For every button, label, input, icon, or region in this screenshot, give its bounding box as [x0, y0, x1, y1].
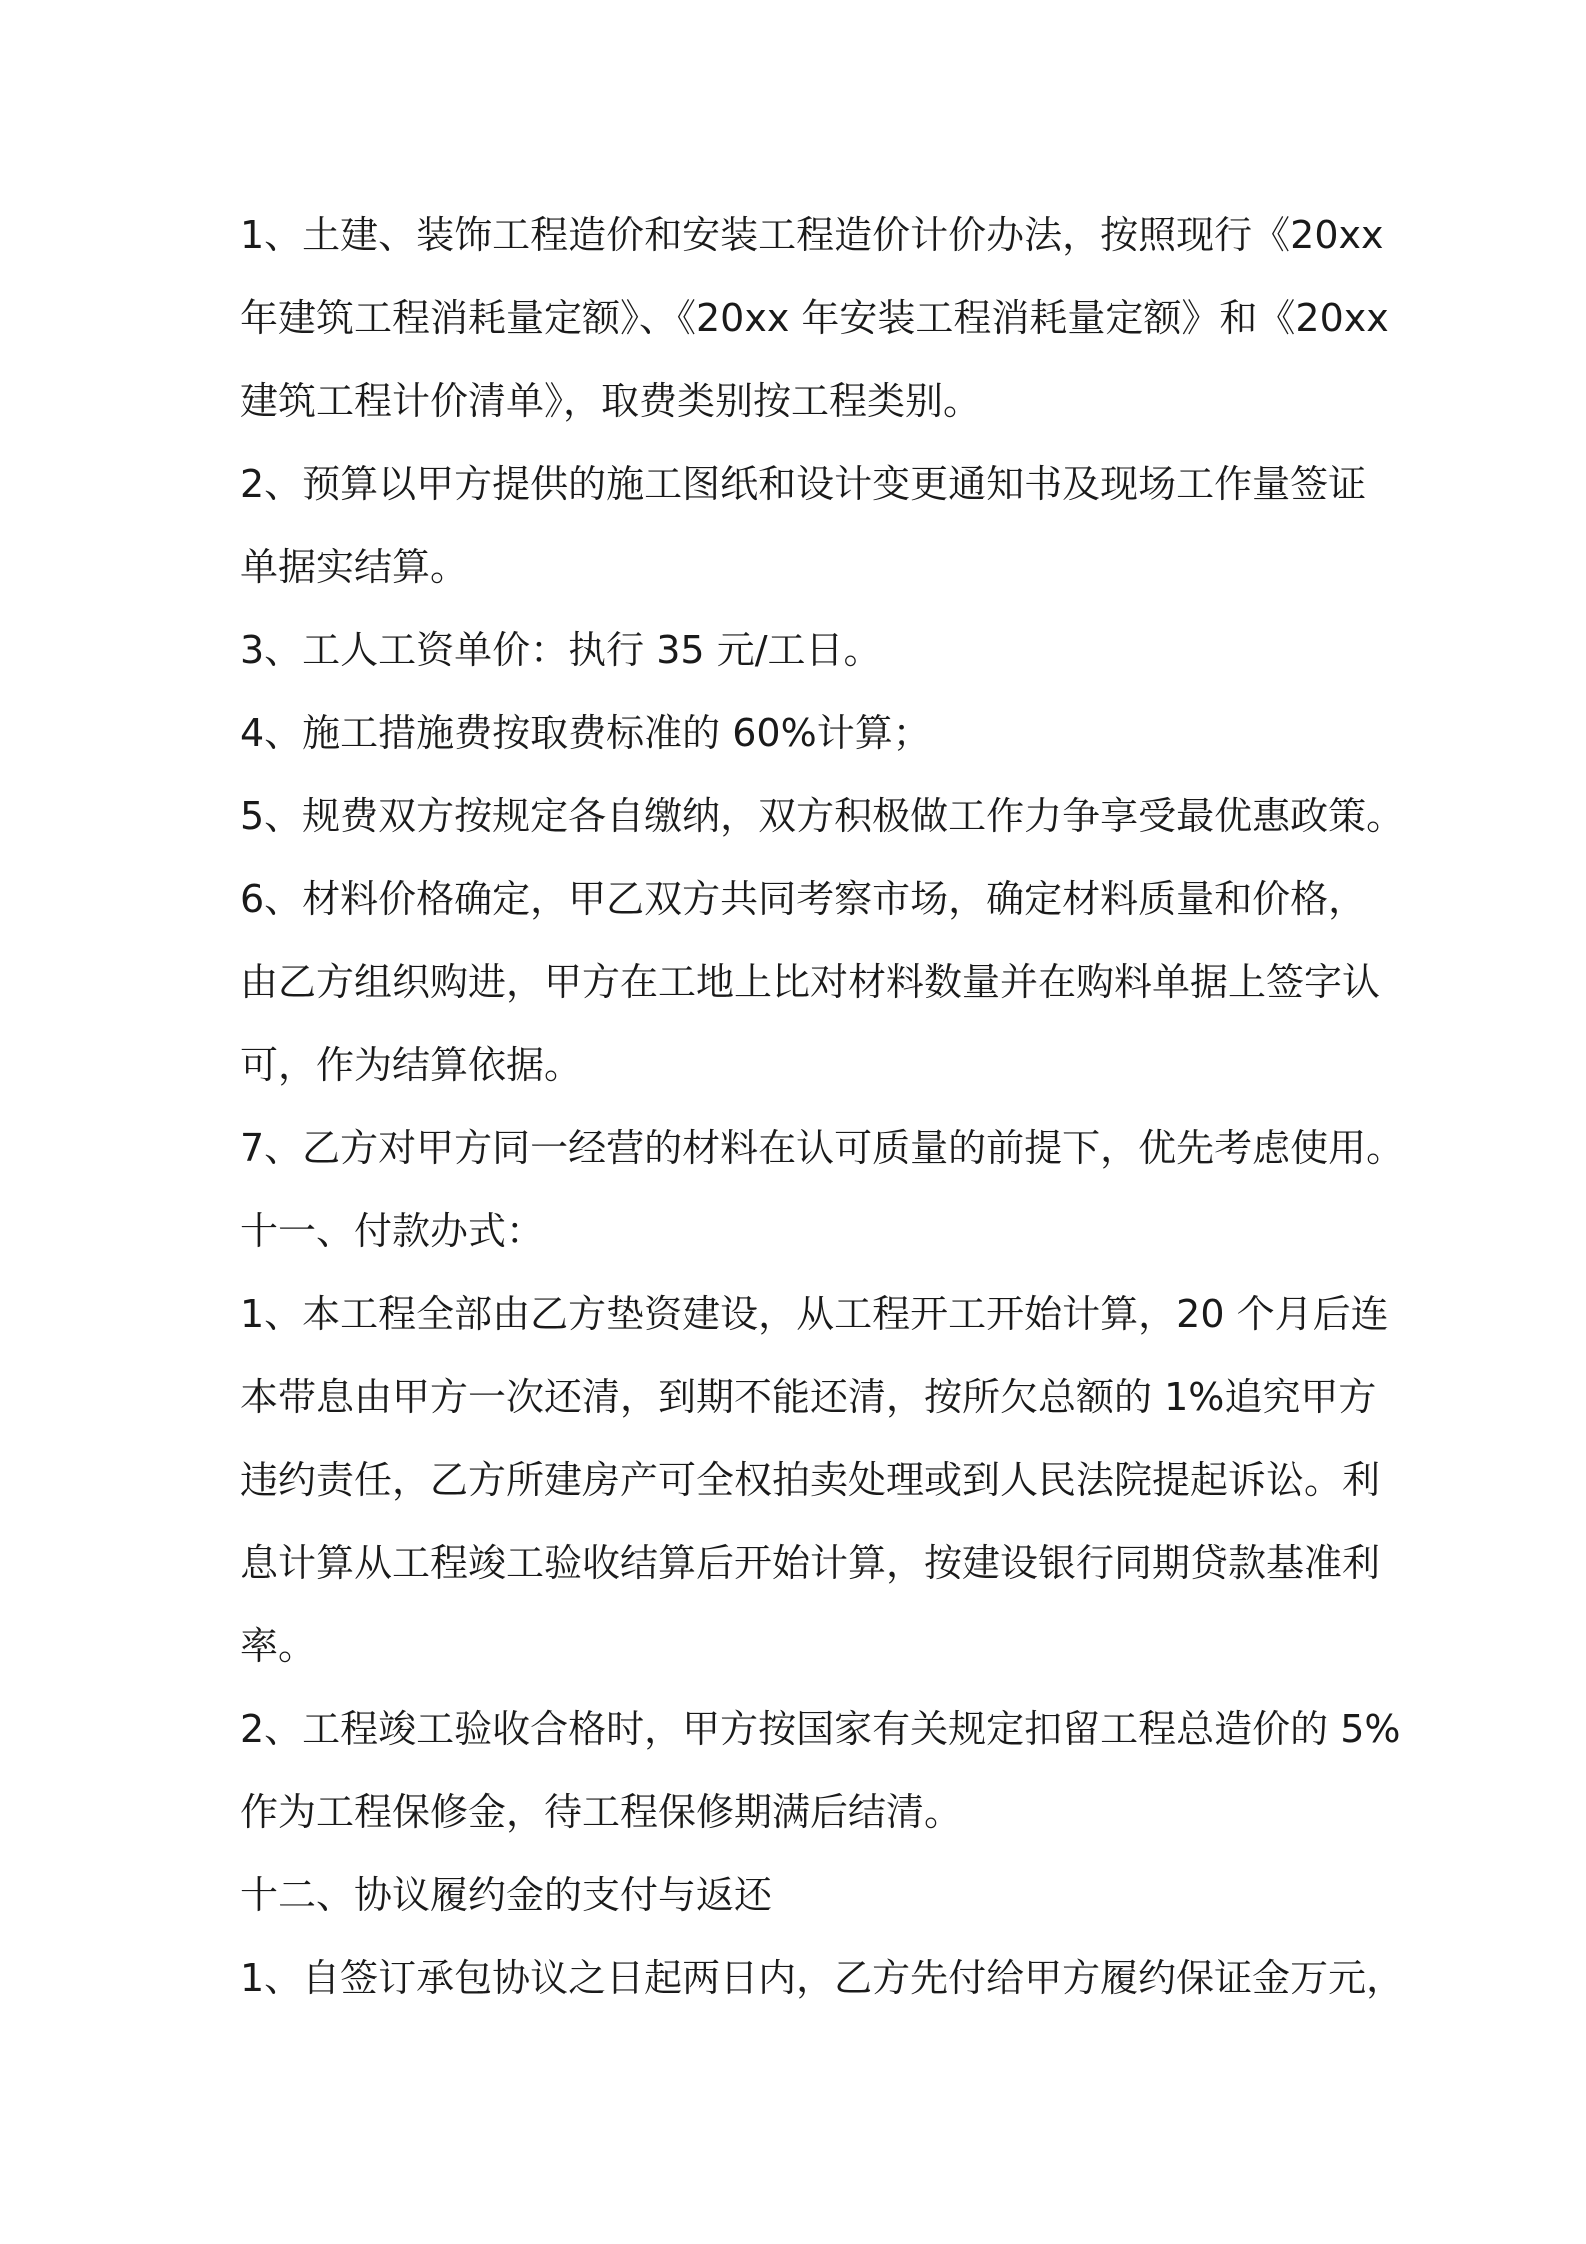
text-line: 作为工程保修金，待工程保修期满后结清。 [240, 1790, 963, 1834]
paragraph-7 [240, 1107, 1405, 1190]
text-line: 6、材料价格确定，甲乙双方共同考察市场，确定材料质量和价格， [240, 877, 1367, 921]
paragraph-deposit-1 [240, 1937, 1405, 2020]
section-heading-12 [240, 1854, 1360, 1937]
text-line: 1、本工程全部由乙方垫资建设，从工程开工开始计算，20 个月后连 [240, 1292, 1389, 1336]
text-line: 1、自签订承包协议之日起两日内，乙方先付给甲方履约保证金万元， [240, 1956, 1405, 2000]
text-line: 5、规费双方按规定各自缴纳，双方积极做工作力争享受最优惠政策。 [240, 794, 1405, 838]
heading-line: 十二、协议履约金的支付与返还 [240, 1873, 773, 1917]
paragraph-1 [240, 194, 1389, 443]
text-line: 违约责任，乙方所建房产可全权拍卖处理或到人民法院提起诉讼。利 [240, 1458, 1381, 1502]
paragraph-2 [240, 443, 1367, 609]
text-line: 可，作为结算依据。 [240, 1043, 583, 1087]
text-line: 息计算从工程竣工验收结算后开始计算，按建设银行同期贷款基准利 [240, 1541, 1381, 1585]
section-heading-11 [240, 1190, 1360, 1273]
paragraph-5 [240, 775, 1405, 858]
text-line: 单据实结算。 [240, 545, 469, 589]
text-line: 建筑工程计价清单》，取费类别按工程类别。 [240, 379, 982, 423]
paragraph-payment-1 [240, 1273, 1389, 1688]
heading-line: 十一、付款办式： [240, 1209, 545, 1253]
text-line: 本带息由甲方一次还清，到期不能还清，按所欠总额的 1%追究甲方 [240, 1375, 1377, 1419]
paragraph-payment-2 [240, 1688, 1401, 1854]
text-line: 2、工程竣工验收合格时，甲方按国家有关规定扣留工程总造价的 5% [240, 1707, 1401, 1751]
text-line: 1、土建、装饰工程造价和安装工程造价计价办法，按照现行《20xx [240, 213, 1384, 257]
text-line: 4、施工措施费按取费标准的 60%计算； [240, 711, 931, 755]
text-line: 3、工人工资单价：执行 35 元/工日。 [240, 628, 882, 672]
text-line: 由乙方组织购进，甲方在工地上比对材料数量并在购料单据上签字认 [240, 960, 1381, 1004]
paragraph-3 [240, 609, 1360, 692]
text-line: 2、预算以甲方提供的施工图纸和设计变更通知书及现场工作量签证 [240, 462, 1367, 506]
text-line: 7、乙方对甲方同一经营的材料在认可质量的前提下，优先考虑使用。 [240, 1126, 1405, 1170]
paragraph-4 [240, 692, 1360, 775]
document-body [240, 194, 1405, 2020]
paragraph-6 [240, 858, 1381, 1107]
text-line: 年建筑工程消耗量定额》、《20xx 年安装工程消耗量定额》和《20xx [240, 296, 1389, 340]
text-line: 率。 [240, 1624, 317, 1668]
